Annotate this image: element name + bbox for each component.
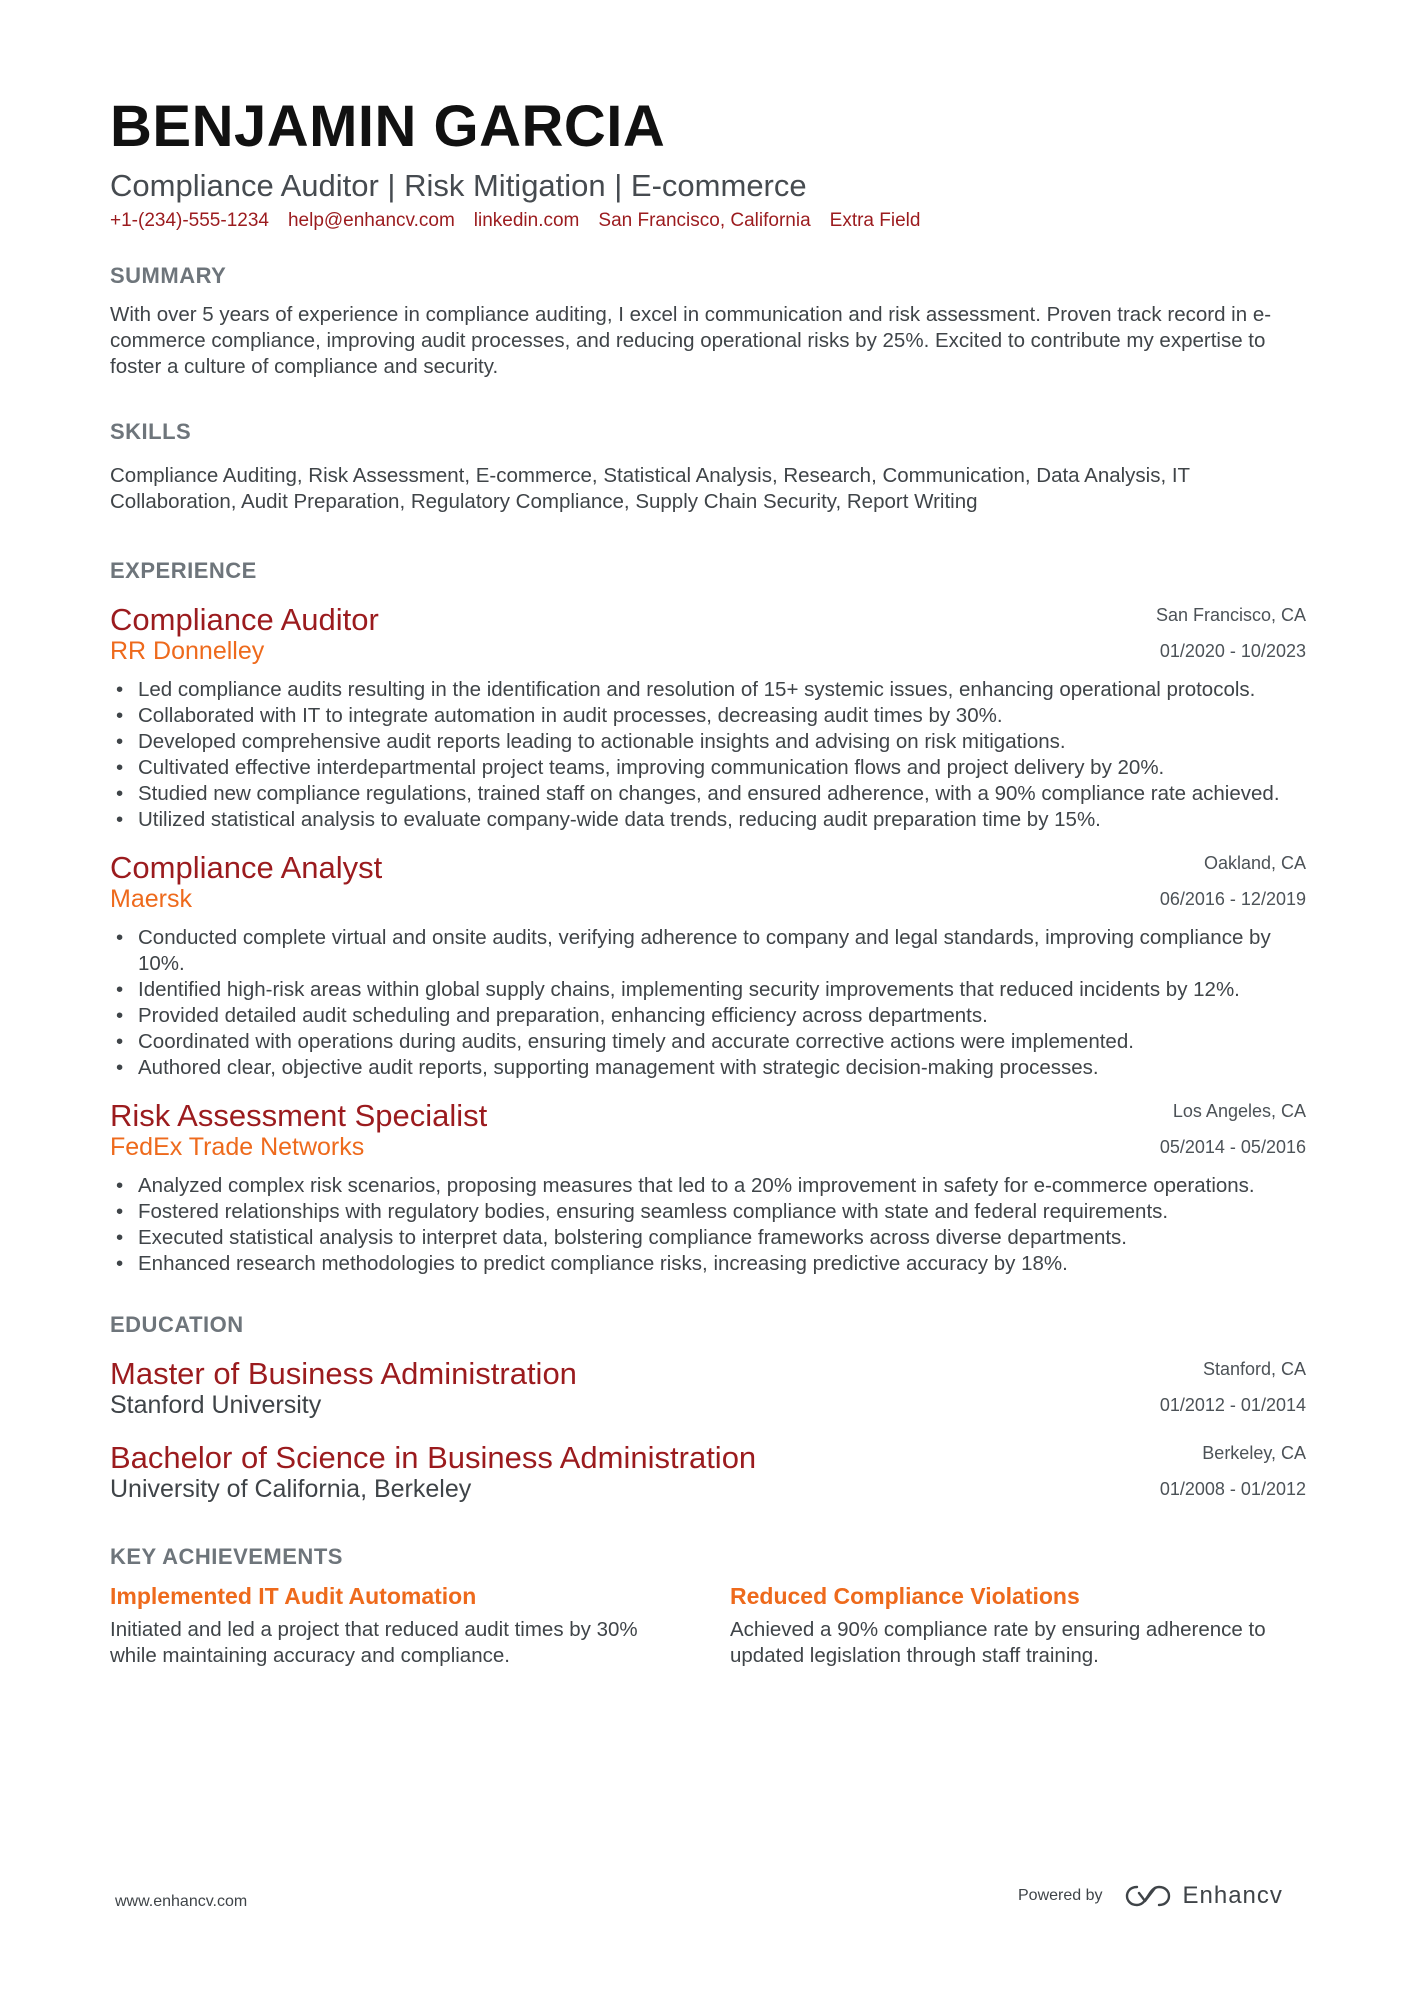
experience-entry — [110, 1097, 1306, 1277]
job-location: San Francisco, CA — [1155, 605, 1306, 625]
bullet-text: Utilized statistical analysis to evaluate company-wide data trends, reducing audit preparation time by 15%. — [138, 808, 1101, 831]
company-name: Maersk — [110, 885, 192, 913]
bullet-item — [110, 925, 1306, 977]
experience-entry-meta — [1160, 845, 1306, 917]
job-dates: 06/2016 - 12/2019 — [1159, 889, 1306, 909]
bullet-text: Identified high-risk areas within global supply chains, implementing security improvements that reduced incidents by 12%. — [138, 978, 1240, 1001]
experience-title: EXPERIENCE — [110, 558, 257, 583]
bullet-text: Provided detailed audit scheduling and preparation, enhancing efficiency across departments. — [138, 1004, 988, 1027]
bullet-text: Enhanced research methodologies to predict compliance risks, increasing predictive accuracy by 18%. — [138, 1252, 1068, 1275]
skills-text: Compliance Auditing, Risk Assessment, E-commerce, Statistical Analysis, Research, Communication, Data Analysis, IT Collaboration, Audit Preparation, Regulatory Compliance, Supply Chain Security, Report Writing — [110, 464, 1190, 513]
resume-content — [110, 92, 1306, 1669]
bullet-item — [110, 1173, 1306, 1199]
contact-linkedin[interactable]: linkedin.com — [473, 210, 580, 231]
experience-entry-header — [110, 849, 1306, 917]
job-title: Risk Assessment Specialist — [110, 1098, 488, 1133]
contact-location: San Francisco, California — [598, 210, 811, 231]
bullet-text: Authored clear, objective audit reports, supporting management with strategic decision-making processes. — [138, 1056, 1099, 1079]
experience-entry-meta — [1156, 597, 1306, 669]
bullet-item — [110, 807, 1306, 833]
bullet-dot-icon: • — [116, 1174, 124, 1197]
bullet-dot-icon: • — [116, 1200, 124, 1223]
contact-bar — [110, 208, 1306, 234]
school-name: University of California, Berkeley — [110, 1475, 472, 1503]
degree-title: Master of Business Administration — [110, 1356, 577, 1391]
bullet-item — [110, 677, 1306, 703]
bullet-item — [110, 729, 1306, 755]
summary-text: With over 5 years of experience in compliance auditing, I excel in communication and risk assessment. Proven track record in e-commerce compliance, improving audit processes, and reducing operational risks by 25%. Excited to contribute my expertise to foster a culture of compliance and security. — [110, 303, 1272, 378]
experience-entry-titles — [110, 601, 379, 669]
job-dates: 01/2020 - 10/2023 — [1159, 641, 1306, 661]
experience-entry — [110, 601, 1306, 833]
education-entry-titles — [110, 1355, 577, 1423]
education-section — [110, 1311, 1306, 1507]
footer-website[interactable]: www.enhancv.com — [115, 1893, 248, 1910]
job-location: Los Angeles, CA — [1172, 1101, 1306, 1121]
education-entry-meta — [1160, 1435, 1306, 1507]
bullet-dot-icon: • — [116, 1004, 124, 1027]
education-entry — [110, 1355, 1306, 1423]
bullet-dot-icon: • — [116, 1030, 124, 1053]
bullet-item — [110, 1055, 1306, 1081]
bullet-dot-icon: • — [116, 978, 124, 1001]
bullet-item — [110, 781, 1306, 807]
job-bullets — [110, 1173, 1306, 1277]
school-dates: 01/2008 - 01/2012 — [1159, 1479, 1306, 1499]
brand-name: Enhancv — [1182, 1882, 1283, 1909]
school-name: Stanford University — [110, 1391, 322, 1419]
education-entry-header — [110, 1355, 1306, 1423]
experience-entry — [110, 849, 1306, 1081]
experience-entry-titles — [110, 849, 382, 917]
bullet-text: Developed comprehensive audit reports leading to actionable insights and advising on risk mitigations. — [138, 730, 1066, 753]
experience-entry-meta — [1160, 1093, 1306, 1165]
candidate-headline: Compliance Auditor | Risk Mitigation | E-commerce — [110, 168, 807, 203]
school-dates: 01/2012 - 01/2014 — [1159, 1395, 1306, 1415]
job-location: Oakland, CA — [1203, 853, 1306, 873]
skills-section — [110, 418, 1306, 515]
summary-section — [110, 262, 1306, 380]
bullet-dot-icon: • — [116, 1252, 124, 1275]
bullet-dot-icon: • — [116, 808, 124, 831]
experience-entry-header — [110, 601, 1306, 669]
bullet-item — [110, 1251, 1306, 1277]
degree-title: Bachelor of Science in Business Administration — [110, 1440, 757, 1475]
bullet-item — [110, 1199, 1306, 1225]
company-name: RR Donnelley — [110, 637, 265, 665]
bullet-dot-icon: • — [116, 704, 124, 727]
achievement-title: Implemented IT Audit Automation — [110, 1583, 477, 1609]
education-entry-header — [110, 1439, 1306, 1507]
school-location: Stanford, CA — [1202, 1359, 1306, 1379]
achievements-grid — [110, 1581, 1306, 1669]
bullet-text: Executed statistical analysis to interpret data, bolstering compliance frameworks across diverse departments. — [138, 1226, 1128, 1249]
bullet-item — [110, 977, 1306, 1003]
bullet-text: Collaborated with IT to integrate automation in audit processes, decreasing audit times by 30%. — [138, 704, 1003, 727]
bullet-text: Analyzed complex risk scenarios, proposing measures that led to a 20% improvement in safety for e-commerce operations. — [138, 1174, 1255, 1197]
powered-by-label: Powered by — [1018, 1887, 1103, 1904]
bullet-text: Cultivated effective interdepartmental project teams, improving communication flows and project delivery by 20%. — [138, 756, 1165, 779]
achievements-title: KEY ACHIEVEMENTS — [110, 1544, 343, 1569]
bullet-item — [110, 1003, 1306, 1029]
job-title: Compliance Auditor — [110, 602, 379, 637]
bullet-dot-icon: • — [116, 926, 124, 949]
bullet-text: Conducted complete virtual and onsite audits, verifying adherence to company and legal standards, improving compliance by 10%. — [138, 926, 1271, 975]
bullet-item — [110, 1029, 1306, 1055]
achievement-title: Reduced Compliance Violations — [730, 1583, 1080, 1609]
bullet-dot-icon: • — [116, 1056, 124, 1079]
bullet-dot-icon: • — [116, 1226, 124, 1249]
bullet-text: Fostered relationships with regulatory bodies, ensuring seamless compliance with state and federal requirements. — [138, 1200, 1169, 1223]
experience-entry-titles — [110, 1097, 487, 1165]
job-dates: 05/2014 - 05/2016 — [1159, 1137, 1306, 1157]
experience-entry-header — [110, 1097, 1306, 1165]
bullet-item — [110, 703, 1306, 729]
education-entry — [110, 1439, 1306, 1507]
company-name: FedEx Trade Networks — [110, 1133, 365, 1161]
bullet-text: Studied new compliance regulations, trained staff on changes, and ensured adherence, with a 90% compliance rate achieved. — [138, 782, 1280, 805]
contact-email[interactable]: help@enhancv.com — [287, 210, 455, 231]
achievements-section — [110, 1543, 1306, 1669]
bullet-item — [110, 1225, 1306, 1251]
experience-section — [110, 557, 1306, 1277]
education-title: EDUCATION — [110, 1312, 244, 1337]
resume-header — [110, 92, 1306, 234]
brand-link[interactable] — [1125, 1882, 1283, 1910]
candidate-name: BENJAMIN GARCIA — [110, 94, 666, 159]
job-bullets — [110, 677, 1306, 833]
footer-branding — [1018, 1882, 1283, 1910]
school-location: Berkeley, CA — [1202, 1443, 1306, 1463]
achievement-description: Initiated and led a project that reduced audit times by 30% while maintaining accuracy and compliance. — [110, 1618, 638, 1667]
bullet-dot-icon: • — [116, 730, 124, 753]
bullet-dot-icon: • — [116, 678, 124, 701]
skills-title: SKILLS — [110, 419, 192, 444]
job-bullets — [110, 925, 1306, 1081]
achievement-item — [110, 1581, 650, 1669]
bullet-dot-icon: • — [116, 756, 124, 779]
education-entry-titles — [110, 1439, 756, 1507]
bullet-dot-icon: • — [116, 782, 124, 805]
contact-phone[interactable]: +1-(234)-555-1234 — [110, 210, 269, 231]
summary-title: SUMMARY — [110, 263, 227, 288]
education-entry-meta — [1160, 1351, 1306, 1423]
bullet-text: Coordinated with operations during audits, ensuring timely and accurate corrective actions were implemented. — [138, 1030, 1134, 1053]
bullet-text: Led compliance audits resulting in the identification and resolution of 15+ systemic issues, enhancing operational protocols. — [138, 678, 1256, 701]
job-title: Compliance Analyst — [110, 850, 383, 885]
achievement-item — [730, 1581, 1270, 1669]
achievement-description: Achieved a 90% compliance rate by ensuring adherence to updated legislation through staff training. — [730, 1618, 1266, 1667]
contact-extra-field: Extra Field — [829, 210, 921, 231]
bullet-item — [110, 755, 1306, 781]
enhancv-logo-icon — [1125, 1883, 1171, 1909]
